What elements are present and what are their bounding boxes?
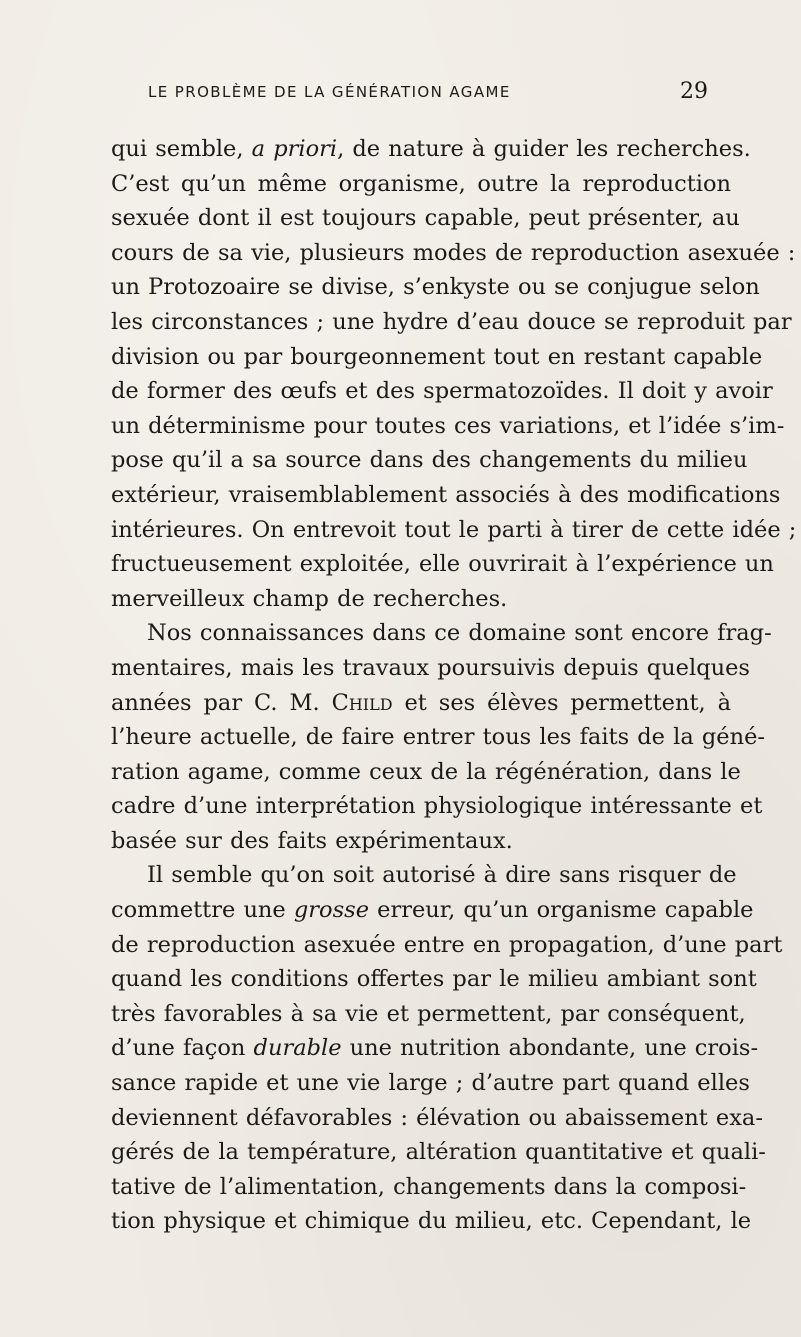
text-run: de former des œufs et des spermatozoïdes. Il doit y avoir: [111, 378, 773, 405]
text-run: C’est qu’un même organisme, outre la reproduction: [111, 170, 731, 197]
text-run: gérés de la température, altération quantitative et quali-: [111, 1139, 766, 1166]
text-run: mentaires, mais les travaux poursuivis depuis quelques: [111, 654, 750, 681]
text-run: cadre d’une interprétation physiologique intéressante et: [111, 793, 763, 820]
text-line: [111, 651, 750, 686]
text-run: , de nature à guider les recherches.: [337, 136, 751, 162]
text-line: [111, 443, 748, 478]
text-run: merveilleux champ de recherches.: [111, 585, 508, 612]
text-line: [111, 1204, 752, 1239]
text-line: [111, 513, 797, 548]
text-line: [111, 686, 731, 721]
text-line: [111, 270, 760, 305]
italic-text: durable: [253, 1035, 342, 1062]
text-line: [111, 582, 731, 617]
text-line: [111, 1066, 750, 1101]
text-run: intérieures. On entrevoit tout le parti à tirer de cette idée ;: [111, 516, 797, 543]
text-line: [111, 409, 785, 444]
text-line: [111, 893, 754, 928]
text-run: commettre une: [111, 897, 294, 924]
text-run: extérieur, vraisemblablement associés à des modifications: [111, 481, 781, 508]
author-name: Child: [331, 689, 393, 716]
text-line: [111, 547, 774, 582]
text-run: très favorables à sa vie et permettent, par conséquent,: [111, 1000, 746, 1027]
text-run: sexuée dont il est toujours capable, peut présenter, au: [111, 205, 740, 232]
text-run: les circonstances ; une hydre d’eau douce se reproduit par: [111, 308, 792, 335]
text-line: [111, 132, 751, 167]
text-line: [111, 374, 773, 409]
text-run: quand les conditions offertes par le milieu ambiant sont: [111, 966, 757, 993]
text-line: [111, 789, 763, 824]
text-line: [111, 478, 781, 513]
text-run: qui semble,: [111, 136, 252, 162]
text-line: [111, 305, 792, 340]
italic-text: grosse: [293, 897, 370, 924]
page-number: 29: [680, 79, 708, 104]
text-line: [111, 720, 766, 755]
text-run: division ou par bourgeonnement tout en restant capable: [111, 343, 763, 370]
text-run: de reproduction asexuée entre en propagation, d’une part: [111, 931, 783, 958]
text-run: erreur, qu’un organisme capable: [369, 897, 754, 924]
text-run: tative de l’alimentation, changements dans la composi-: [111, 1173, 747, 1200]
text-run: un Protozoaire se divise, s’enkyste ou se conjugue selon: [111, 274, 760, 301]
text-run: Il semble qu’on soit autorisé à dire sans risquer de: [147, 862, 737, 889]
text-line: [111, 755, 741, 790]
text-line: [111, 201, 740, 236]
text-run: deviennent défavorables : élévation ou abaissement exa-: [111, 1104, 763, 1131]
text-run: sance rapide et une vie large ; d’autre part quand elles: [111, 1070, 750, 1097]
text-line: [111, 1170, 747, 1205]
text-line: [111, 1135, 766, 1170]
text-run: une nutrition abondante, une crois-: [341, 1035, 759, 1062]
text-run: ration agame, comme ceux de la régénération, dans le: [111, 758, 741, 785]
body-text: [111, 132, 797, 1239]
italic-text: a priori: [251, 136, 338, 162]
running-title: LE PROBLÈME DE LA GÉNÉRATION AGAME: [148, 83, 511, 101]
text-line: [111, 1101, 763, 1136]
text-line: [111, 1031, 759, 1066]
text-line: [111, 824, 731, 859]
text-run: pose qu’il a sa source dans des changements du milieu: [111, 447, 748, 474]
text-run: basée sur des faits expérimentaux.: [111, 827, 513, 854]
text-line: [111, 962, 757, 997]
text-line: [111, 236, 796, 271]
running-head: [148, 81, 708, 109]
text-run: tion physique et chimique du milieu, etc. Cependant, le: [111, 1208, 752, 1235]
text-run: Nos connaissances dans ce domaine sont encore frag-: [147, 620, 772, 647]
text-run: l’heure actuelle, de faire entrer tous les faits de la géné-: [111, 724, 766, 751]
text-run: années par C. M.: [111, 689, 332, 716]
text-run: cours de sa vie, plusieurs modes de reproduction asexuée :: [111, 239, 796, 266]
text-line: [111, 928, 783, 963]
text-line: [111, 167, 731, 202]
text-line: [111, 858, 737, 893]
text-line: [111, 340, 763, 375]
text-run: et ses élèves permettent, à: [392, 689, 731, 716]
text-line: [111, 997, 746, 1032]
text-run: un déterminisme pour toutes ces variations, et l’idée s’im-: [111, 412, 785, 439]
text-run: fructueusement exploitée, elle ouvrirait à l’expérience un: [111, 551, 774, 578]
text-line: [111, 616, 772, 651]
text-run: d’une façon: [111, 1035, 254, 1062]
